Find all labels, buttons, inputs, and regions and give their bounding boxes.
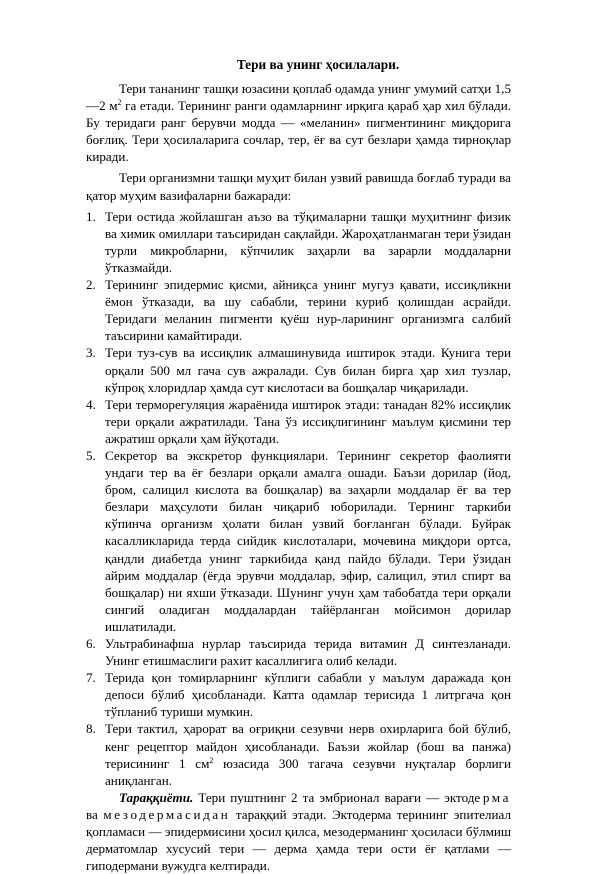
list-item-text-b: юзасида 300 тагача сезувчи нуқталар борлиги аниқланган. [105, 755, 511, 788]
list-item [86, 669, 511, 720]
list-item-number: 7. [86, 670, 96, 686]
spaced-word-ectoderm: ерма [474, 789, 511, 805]
list-item-number: 5. [86, 447, 96, 463]
development-heading: Тараққиёти. [119, 789, 194, 805]
intro-paragraph [86, 80, 511, 165]
list-item-text: Терида қон томирларнинг кўплиги сабабли у маълум даражада қон депоси бўлиб ҳисобланади. Катта одамлар терисида 1 литргача қон тўпланиб туриши мумкин. [105, 670, 511, 720]
list-item [86, 208, 511, 276]
functions-list [86, 208, 511, 789]
list-item-text: Ультрабинафша нурлар таъсирида терида витамин Д синтезланади. Унинг етишмаслиги рахит касаллигига олиб келади. [105, 636, 511, 669]
list-item-text: Тери остида жойлашган аъзо ва тўқималарни ташқи муҳитнинг физик ва химик омиллари таъсиридан сақлайди. Жароҳатланмаган тери ўзидан турли микробларни, кўпчилик заҳарли ва зарарли моддаларни ўтказмайди. [105, 208, 511, 275]
list-item [86, 635, 511, 669]
intro-text-a: Тери тананинг ташқи юзасини қоплаб одамда унинг умумий сатҳи 1,5—2 м [86, 81, 511, 114]
list-item [86, 720, 511, 788]
development-paragraph [86, 789, 511, 874]
list-item-text: Тери терморегуляция жараёнида иштирок этади: танадан 82% иссиқлик тери орқали ажратилади. Тана ўз иссиқлигининг маълум қисмини тер ажратиш орқали ҳам йўқотади. [105, 396, 511, 446]
superscript-2: 2 [117, 98, 122, 108]
list-item [86, 344, 511, 395]
development-text-b: ва [86, 806, 104, 822]
list-item-text: Тери туз-сув ва иссиқлик алмашинувида иштирок этади. Кунига тери орқали 500 мл гача сув ажралади. Сув билан бирга ҳар хил тузлар, кўпроқ хлоридлар ҳамда сут кислотаси ва бошқалар чиқарилади. [105, 345, 511, 395]
list-item-number: 2. [86, 277, 96, 293]
list-item-number: 3. [86, 345, 96, 361]
list-item-text-a: Тери тактил, ҳарорат ва оғриқни сезувчи нерв охирларига бой бўлиб, кенг рецептор майдон ҳисобланади. Баъзи жойлар (бош ва панжа) терисининг 1 см [105, 721, 511, 771]
list-item-text: Секретор ва экскретор функциялари. Терининг секретор фаолияти ундаги тер ва ёғ безлари орқали амалга ошади. Баъзи дорилар (йод, бром, салицил кислота ва бошқалар) ва заҳарли моддалар ёғ ва тер безлари маҳсулоти билан чиқариб юборилади. Тернинг таркиби кўпинча организм ҳолати билан узвий боғланган бўлади. Буйрак касалликларида терда сийдик кислоталари, мочевина миқдори ортса, қандли диабетда унинг таркибида қанд пайдо бўлади. Тери ўзидан айрим моддалар (ёғда эрувчи моддалар, эфир, салицил, этил спирт ва бошқалар) ни яхши ўтказади. Шунинг учун ҳам табобатда тери орқали сингий оладиган моддалардан тайёрланган мойсимон дорилар ишлатилади. [105, 447, 511, 634]
list-item-number: 1. [86, 208, 96, 224]
document-body [86, 80, 511, 874]
list-item-text: Терининг эпидермис қисми, айниқса унинг мугуз қавати, иссиқликни ёмон ўтказади, ва шу сабабли, терини куриб қолишдан асрайди. Теридаги меланин пигменти қуёш нур-ларининг организмга салбий таъсирини камайтиради. [105, 277, 511, 344]
list-item-number: 8. [86, 721, 96, 737]
development-text-c: тараққий этади. Эктодерма терининг эпителиал қопламаси — эпидермисини ҳосил қилса, мезодерманинг ҳосиласи бўлмиш дерматомлар хусусий тери — дерма ҳамда тери ости ёғ қатлами — гиподермани вужудга келтиради. [86, 806, 511, 874]
functions-intro-paragraph: Тери организмни ташқи муҳит билан узвий равишда боғлаб туради ва қатор муҳим вазифаларни бажаради: [86, 170, 511, 203]
list-item [86, 396, 511, 447]
list-item [86, 447, 511, 635]
list-item-number: 6. [86, 636, 96, 651]
list-item-number: 4. [86, 396, 96, 412]
list-item [86, 276, 511, 344]
spaced-word-mesoderm: мезодермасидан [103, 806, 231, 822]
superscript-2: 2 [209, 755, 214, 765]
development-text-a: Тери пуштнинг 2 та эмбрионал варағи — эктод [193, 789, 475, 805]
intro-text-b: га етади. Терининг ранги одамларнинг ирқига қараб ҳар хил бўлади. Бу теридаги ранг берувчи модда — «меланин» пигментининг миқдорига боғлиқ. Тери ҳосилаларига сочлар, тер, ёғ ва сут безлари ҳамда тирноқлар киради. [86, 98, 511, 165]
page-title: Тери ва унинг ҳосилалари. [236, 57, 400, 72]
